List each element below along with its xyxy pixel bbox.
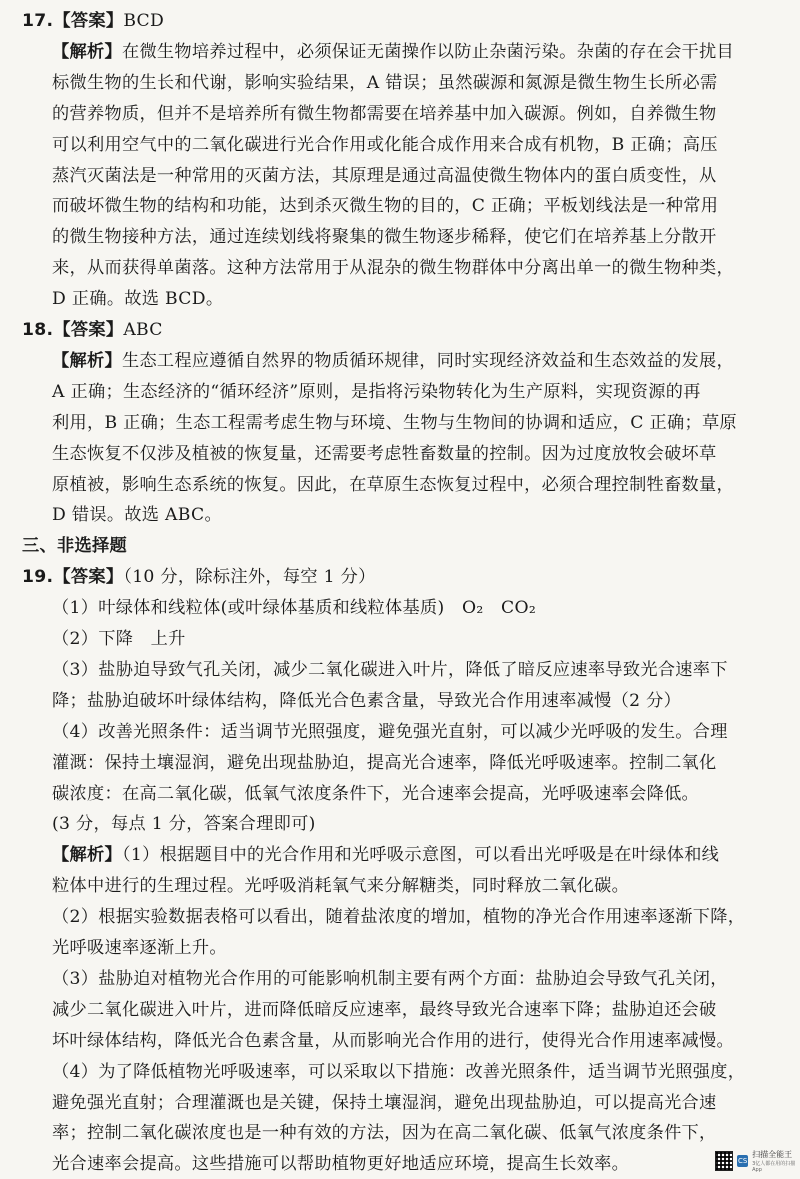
text-line <box>52 500 222 530</box>
line-text: 碳浓度：在高二氧化碳，低氧气浓度条件下，光合速率会提高，光呼吸速率会降低。 <box>52 783 700 804</box>
text-line <box>52 470 734 500</box>
analysis-tag: 【解析】 <box>52 350 122 371</box>
line-text: 来，从而获得单菌落。这种方法常用于从混杂的微生物群体中分离出单一的微生物种类， <box>52 258 735 279</box>
line-text: 而破坏微生物的结构和功能，达到杀灭微生物的目的，C 正确；平板划线法是一种常用 <box>52 196 719 217</box>
question-number: 17. <box>22 11 54 31</box>
text-line <box>52 933 227 963</box>
text-line <box>52 809 316 839</box>
line-text: 光呼吸速率逐渐上升。 <box>52 938 227 958</box>
line-text: （4）为了降低植物光呼吸速率，可以采取以下措施：改善光照条件，适当调节光照强度， <box>52 1061 746 1082</box>
text-line <box>52 130 718 160</box>
text-line <box>52 655 728 685</box>
analysis-tag: 【解析】 <box>52 845 122 866</box>
question-number: 19. <box>22 567 54 588</box>
line-text: 粒体中进行的生理过程。光呼吸消耗氧气来分解糖类，同时释放二氧化碳。 <box>52 876 630 897</box>
text-line <box>52 995 717 1025</box>
text-line <box>52 1118 717 1148</box>
text-line <box>52 779 699 809</box>
text-line <box>52 222 717 252</box>
line-text: D 正确。故选 BCD。 <box>52 289 224 310</box>
text-line <box>52 161 717 191</box>
text-line <box>52 840 719 870</box>
text-line <box>22 6 164 36</box>
line-text: （2）下降 上升 <box>52 629 186 649</box>
line-text: 原植被，影响生态系统的恢复。因此，在草原生态恢复过程中，必须合理控制牲畜数量， <box>52 474 735 495</box>
text-line <box>22 531 127 561</box>
text-line <box>52 68 718 98</box>
line-text: （4）改善光照条件：适当调节光照强度，避免强光直射，可以减少光呼吸的发生。合理 <box>52 721 728 742</box>
text-line <box>52 439 717 469</box>
text-line <box>52 1057 745 1087</box>
text-line <box>52 99 717 129</box>
text-line <box>52 191 718 221</box>
text-line <box>52 253 734 283</box>
line-text: 标微生物的生长和代谢，影响实验结果，A 错误；虽然碳源和氮源是微生物生长所必需 <box>52 72 718 93</box>
text-line <box>52 377 701 407</box>
line-text: 减少二氧化碳进入叶片，进而降低暗反应速率，最终导致光合速率下降；盐胁迫还会破 <box>52 999 717 1020</box>
line-text: （1）叶绿体和线粒体(或叶绿体基质和线粒体基质) O₂ CO₂ <box>52 598 537 619</box>
text-line <box>52 871 629 901</box>
text-line <box>52 686 681 716</box>
answer-tag: 【答案】 <box>53 567 124 588</box>
line-text: ABC <box>123 320 163 340</box>
line-text: （2）根据实验数据表格可以看出，随着盐浓度的增加，植物的净光合作用速率逐渐下降， <box>52 907 746 928</box>
line-text: D 错误。故选 ABC。 <box>52 505 222 526</box>
text-line <box>52 284 223 314</box>
answer-tag: 【答案】 <box>53 320 124 340</box>
line-text: 蒸汽灭菌法是一种常用的灭菌方法，其原理是通过高温使微生物体内的蛋白质变性，从 <box>52 165 717 186</box>
line-text: A 正确；生态经济的“循环经济”原则，是指将污染物转化为生产原料，实现资源的再 <box>52 381 701 402</box>
line-text: 生态恢复不仅涉及植被的恢复量，还需要考虑牲畜数量的控制。因为过度放牧会破坏草 <box>52 443 717 464</box>
line-text: 利用，B 正确；生态工程需考虑生物与环境、生物与生物间的协调和适应，C 正确；草原 <box>52 412 737 433</box>
line-text: 避免强光直射；合理灌溉也是关键，保持土壤湿润，避免出现盐胁迫，可以提高光合速 <box>52 1092 717 1113</box>
text-line <box>52 1088 717 1118</box>
text-line <box>52 346 734 376</box>
line-text: 在微生物培养过程中，必须保证无菌操作以防止杂菌污染。杂菌的存在会干扰目 <box>121 41 735 62</box>
text-line <box>52 964 728 994</box>
line-text: BCD <box>123 11 165 31</box>
line-text: 光合速率会提高。这些措施可以帮助植物更好地适应环境，提高生长效率。 <box>52 1154 630 1175</box>
text-line <box>52 408 737 438</box>
text-line <box>52 1149 629 1179</box>
line-text: 率；控制二氧化碳浓度也是一种有效的方法，因为在高二氧化碳、低氧气浓度条件下， <box>52 1123 717 1144</box>
section-heading: 三、非选择题 <box>22 536 127 557</box>
scanner-logo-icon: CS <box>738 1157 748 1165</box>
line-text: 的营养物质，但并不是培养所有微生物都需要在培养基中加入碳源。例如，自养微生物 <box>52 103 717 124</box>
line-text: 降；盐胁迫破坏叶绿体结构，降低光合色素含量，导致光合作用速率减慢（2 分） <box>52 690 682 711</box>
line-text: (3 分，每点 1 分，答案合理即可) <box>52 814 316 835</box>
watermark-subtitle: 3亿人都在用的扫描App <box>752 1161 796 1173</box>
text-line <box>52 593 536 623</box>
line-text: 可以利用空气中的二氧化碳进行光合作用或化能合成作用来合成有机物，B 正确；高压 <box>52 134 718 155</box>
analysis-tag: 【解析】 <box>52 41 122 62</box>
line-text: （3）盐胁迫对植物光合作用的可能影响机制主要有两个方面：盐胁迫会导致气孔关闭， <box>52 968 728 989</box>
text-line <box>22 315 163 345</box>
text-line <box>52 624 186 654</box>
line-text: 坏叶绿体结构，降低光合色素含量，从而影响光合作用的进行，使得光合作用速率减慢。 <box>52 1030 735 1051</box>
line-text: （1）根据题目中的光合作用和光呼吸示意图，可以看出光呼吸是在叶绿体和线 <box>121 845 720 866</box>
line-text: 生态工程应遵循自然界的物质循环规律，同时实现经济效益和生态效益的发展， <box>121 350 735 371</box>
line-text: （10 分，除标注外，每空 1 分） <box>123 567 376 588</box>
line-text: （3）盐胁迫导致气孔关闭，减少二氧化碳进入叶片，降低了暗反应速率导致光合速率下 <box>52 659 728 680</box>
text-line <box>52 748 717 778</box>
text-line <box>52 37 734 67</box>
text-line <box>22 562 376 592</box>
text-line <box>52 902 745 932</box>
answer-tag: 【答案】 <box>53 11 124 31</box>
watermark-name: 扫描全能王 <box>752 1150 793 1159</box>
question-number: 18. <box>22 320 54 340</box>
scanner-watermark <box>715 1150 800 1172</box>
qr-code-icon <box>715 1151 733 1171</box>
text-line <box>52 717 728 747</box>
text-line <box>52 1026 734 1056</box>
line-text: 的微生物接种方法，通过连续划线将聚集的微生物逐步稀释，使它们在培养基上分散开 <box>52 227 717 248</box>
line-text: 灌溉：保持土壤湿润，避免出现盐胁迫，提高光合速率，降低光呼吸速率。控制二氧化 <box>52 752 717 773</box>
